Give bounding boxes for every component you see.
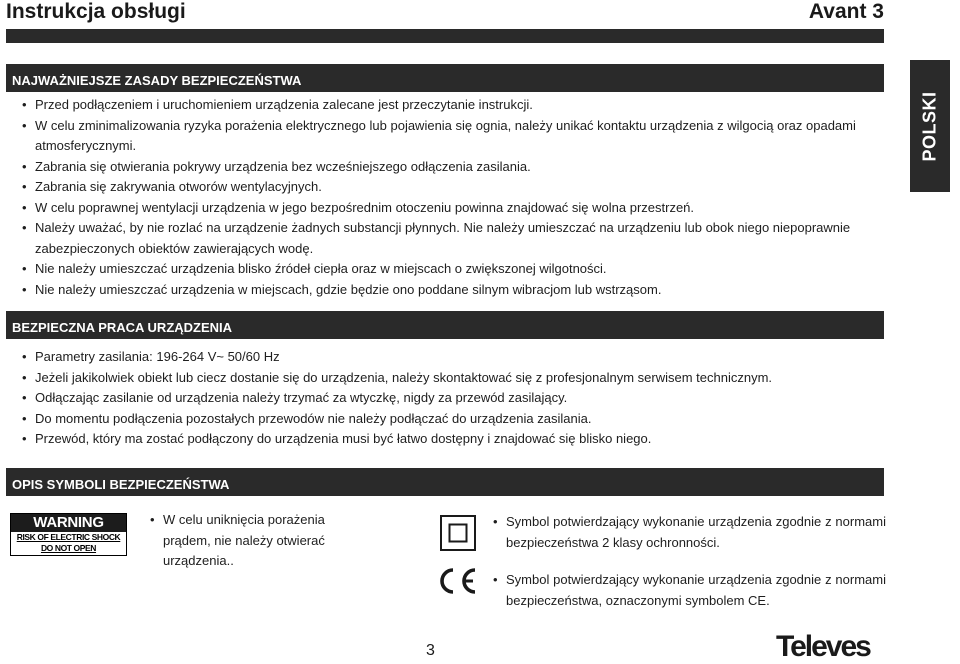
warning-label-icon [10,513,127,556]
product-name: Avant 3 [808,0,884,23]
bullet-icon: • [493,572,498,587]
list-item: • Przewód, który ma zostać podłączony do urządzenia musi być łatwo dostępny i znajdować się blisko niego. [22,429,888,450]
language-tab-label: POLSKI [919,90,940,162]
list-item: • Jeżeli jakikolwiek obiekt lub ciecz dostanie się do urządzenia, należy skontaktować się z profesjonalnym serwisem technicznym. [22,368,888,389]
ce-mark-icon [434,566,480,596]
bullet-icon: • [493,514,498,529]
list-item: • Należy uważać, by nie rozlać na urządzenie żadnych substancji płynnych. Nie należy umieszczać na urządzeniu lub obok niego niepoprawnie zabezpieczonych obiektów zawierających wodę. [22,218,888,259]
language-tab [910,60,950,192]
safety-rules-list [22,95,888,300]
section-heading-safety-symbols: OPIS SYMBOLI BEZPIECZEŃSTWA [6,468,884,496]
document-title: Instrukcja obsługi [6,0,186,23]
bullet-icon: • [150,512,155,527]
class2-symbol-text: Symbol potwierdzający wykonanie urządzenia zgodnie z normami bezpieczeństwa 2 klasy ochronności. [506,514,886,550]
list-item: • Przed podłączeniem i uruchomieniem urządzenia zalecane jest przeczytanie instrukcji. [22,95,888,116]
brand-wordmark: Televes [776,630,870,662]
page-number: 3 [426,642,435,659]
list-item: • Zabrania się otwierania pokrywy urządzenia bez wcześniejszego odłączenia zasilania. [22,157,888,178]
warning-label-line: RISK OF ELECTRIC SHOCK [16,532,121,542]
section-heading-safety-rules: NAJWAŻNIEJSZE ZASADY BEZPIECZEŃSTWA [6,64,884,92]
class2-symbol-description [493,512,886,553]
list-item: • Parametry zasilania: 196-264 V~ 50/60 Hz [22,347,888,368]
ce-symbol-text: Symbol potwierdzający wykonanie urządzenia zgodnie z normami bezpieczeństwa, oznaczonymi symbolem CE. [506,572,886,608]
list-item: • W celu zminimalizowania ryzyka porażenia elektrycznego lub pojawienia się ognia, należy unikać kontaktu urządzenia z wilgocią oraz opadami atmosferycznymi. [22,116,888,157]
televes-logo [776,628,888,662]
header-divider-bar [6,29,884,43]
warning-label-line: DO NOT OPEN [40,543,97,553]
ce-symbol-description [493,570,886,611]
list-item: • Do momentu podłączenia pozostałych przewodów nie należy podłączać do urządzenia zasilania. [22,409,888,430]
warning-label-title: WARNING [11,514,126,532]
section-heading-safe-operation: BEZPIECZNA PRACA URZĄDZENIA [6,311,884,339]
list-item: • Odłączając zasilanie od urządzenia należy trzymać za wtyczkę, nigdy za przewód zasilający. [22,388,888,409]
warning-symbol-description [150,510,375,572]
list-item: • Nie należy umieszczać urządzenia blisko źródeł ciepła oraz w miejscach o zwiększonej wilgotności. [22,259,888,280]
list-item: • Zabrania się zakrywania otworów wentylacyjnych. [22,177,888,198]
warning-symbol-text: W celu uniknięcia porażenia prądem, nie należy otwierać urządzenia.. [163,512,325,568]
list-item: • W celu poprawnej wentylacji urządzenia w jego bezpośrednim otoczeniu powinna znajdować się wolna przestrzeń. [22,198,888,219]
safe-operation-list [22,347,888,450]
double-square-icon [440,515,476,551]
list-item: • Nie należy umieszczać urządzenia w miejscach, gdzie będzie ono poddane silnym wibracjom lub wstrząsom. [22,280,888,301]
